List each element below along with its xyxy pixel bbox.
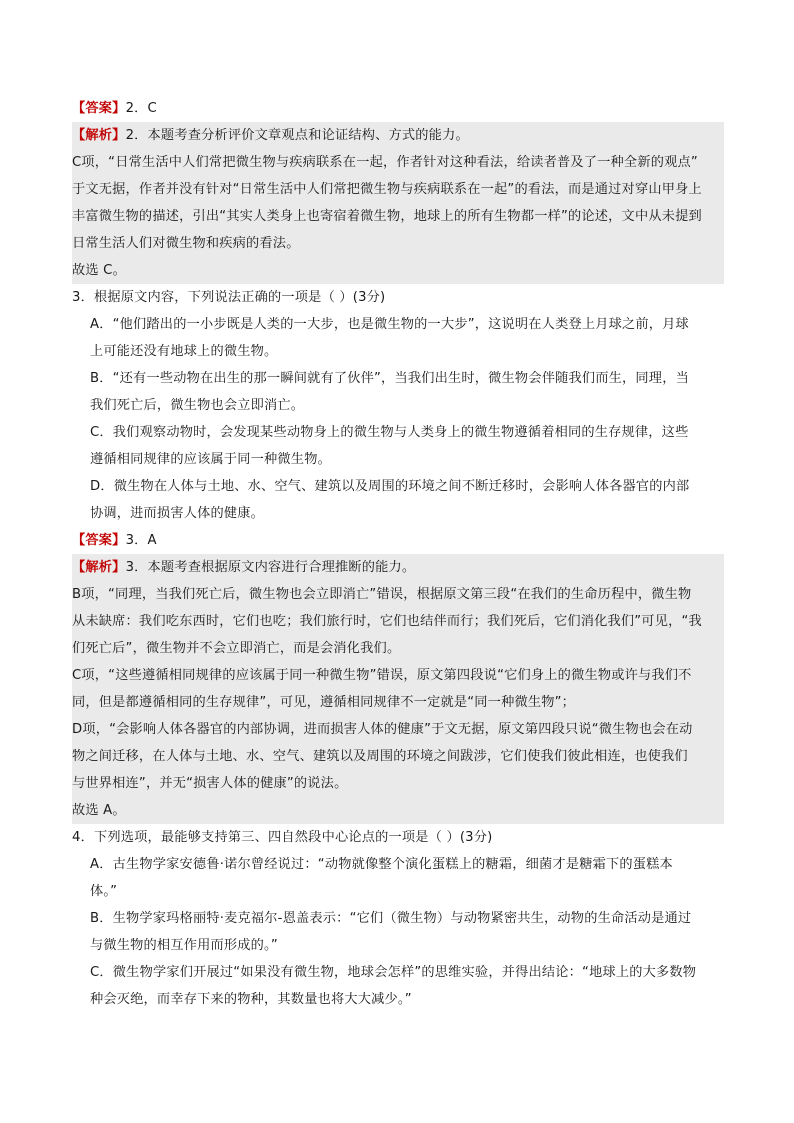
q4-option-b: B．生物学家玛格丽特·麦克福尔-恩盖表示：“它们（微生物）与动物紧密共生，动物的生命活动是通过 (90, 911, 692, 926)
q3-option-c: C．我们观察动物时，会发现某些动物身上的微生物与人类身上的微生物遵循着相同的生存规律，这些 (90, 425, 689, 440)
analysis-tag: 【解析】 (72, 560, 126, 575)
analysis-line: 从未缺席：我们吃东西时，它们也吃；我们旅行时，它们也结伴而行；我们死后，它们消化我们”可见，“我 (72, 614, 702, 629)
analysis-head-text: 2．本题考查分析评价文章观点和论证结构、方式的能力。 (125, 128, 469, 143)
q4-option-c-cont: 种会灭绝，而幸存下来的物种，其数量也将大大减少。” (90, 992, 412, 1007)
q3-stem: 3．根据原文内容，下列说法正确的一项是（ ）(3分) (72, 290, 386, 305)
analysis-line: 丰富微生物的描述，引出“其实人类身上也寄宿着微生物，地球上的所有生物都一样”的论述，文中从未提到 (72, 209, 702, 224)
q3-option-d-cont: 协调，进而损害人体的健康。 (90, 506, 265, 521)
q3-option-a: A．“他们踏出的一小步既是人类的一大步，也是微生物的一大步”，这说明在人类登上月球之前，月球 (90, 317, 689, 332)
analysis-line: 故选 C。 (72, 263, 126, 278)
analysis-line: 日常生活人们对微生物和疾病的看法。 (72, 236, 300, 251)
q3-option-b-cont: 我们死亡后，微生物也会立即消亡。 (90, 398, 305, 413)
q2-analysis-block (72, 122, 724, 284)
analysis-line: C项，“这些遵循相同规律的应该属于同一种微生物”错误，原文第四段说“它们身上的微生物或许与我们不 (72, 668, 692, 683)
analysis-line: 同，但是都遵循相同的生存规律”，可见，遵循相同规律不一定就是“同一种微生物”； (72, 695, 576, 710)
analysis-line: 故选 A。 (72, 803, 126, 818)
q3-analysis-head (72, 554, 724, 581)
analysis-line: 物之间迁移，在人体与土地、水、空气、建筑以及周围的环境之间跋涉，它们使我们彼此相连，也使我们 (72, 749, 688, 764)
q4-option-b-cont: 与微生物的相互作用而形成的。” (90, 938, 278, 953)
answer-text: 2．C (125, 101, 157, 116)
analysis-line: 于文无据，作者并没有针对“日常生活中人们常把微生物与疾病联系在一起”的看法，而是通过对穿山甲身上 (72, 182, 702, 197)
q2-analysis-head (72, 122, 724, 149)
analysis-line: C项，“日常生活中人们常把微生物与疾病联系在一起，作者针对这种看法，给读者普及了一种全新的观点” (72, 155, 698, 170)
q4-stem: 4．下列选项，最能够支持第三、四自然段中心论点的一项是（ ）(3分) (72, 830, 493, 845)
analysis-line: 与世界相连”，并无“损害人体的健康”的说法。 (72, 776, 348, 791)
analysis-line: 们死亡后”，微生物并不会立即消亡，而是会消化我们。 (72, 641, 401, 656)
analysis-line: B项，“同理，当我们死亡后，微生物也会立即消亡”错误，根据原文第三段“在我们的生命历程中，微生物 (72, 587, 692, 602)
analysis-head-text: 3．本题考查根据原文内容进行合理推断的能力。 (125, 560, 416, 575)
answer-text: 3．A (125, 533, 157, 548)
q3-option-d: D．微生物在人体与土地、水、空气、建筑以及周围的环境之间不断迁移时，会影响人体各器官的内部 (90, 479, 690, 494)
q3-option-b: B．“还有一些动物在出生的那一瞬间就有了伙伴”，当我们出生时，微生物会伴随我们而生，同理，当 (90, 371, 689, 386)
q2-answer-line (72, 95, 724, 122)
q3-option-c-cont: 遵循相同规律的应该属于同一种微生物。 (90, 452, 331, 467)
analysis-tag: 【解析】 (72, 128, 126, 143)
analysis-line: D项，“会影响人体各器官的内部协调，进而损害人体的健康”于文无据，原文第四段只说“微生物也会在动 (72, 722, 693, 737)
q3-option-a-cont: 上可能还没有地球上的微生物。 (90, 344, 278, 359)
q3-analysis-block (72, 554, 724, 824)
q4-option-c: C．微生物学家们开展过“如果没有微生物，地球会怎样”的思维实验，并得出结论：“地球上的大多数物 (90, 965, 697, 980)
answer-tag: 【答案】 (72, 101, 126, 116)
q4-option-a: A．古生物学家安德鲁·诺尔曾经说过：“动物就像整个演化蛋糕上的糖霜，细菌才是糖霜下的蛋糕本 (90, 857, 673, 872)
q4-option-a-cont: 体。” (90, 884, 118, 899)
answer-tag: 【答案】 (72, 533, 126, 548)
q3-answer-line (72, 527, 724, 554)
document-page (72, 95, 724, 1013)
